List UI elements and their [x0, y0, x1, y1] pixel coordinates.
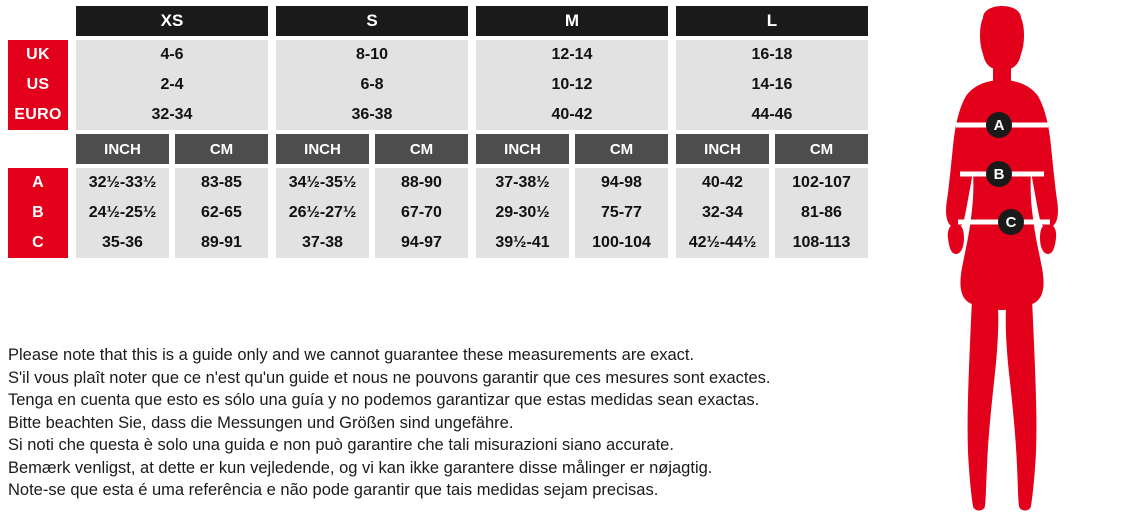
note-line: Please note that this is a guide only and we cannot guarantee these measurements are exact. [8, 346, 695, 364]
note-line: S'il vous plaît noter que ce n'est qu'un guide et nous ne pouvons garantir que ces mesures sont exactes. [8, 368, 771, 387]
value-cm: 102-107 [775, 168, 868, 198]
row-label-uk: UK [8, 40, 68, 70]
value-inch: 32-34 [676, 198, 769, 228]
unit-cm: CM [575, 134, 668, 164]
body-measurement-figure [868, 0, 1136, 516]
value-cm: 100-104 [575, 228, 668, 258]
value-inch: 42½-44½ [676, 228, 769, 258]
corner-cell-units [8, 134, 68, 164]
value-cm: 94-97 [375, 228, 468, 258]
figure-marker-b: B [986, 161, 1012, 187]
measure-b-xs [76, 198, 268, 228]
table-row [8, 70, 868, 100]
figure-marker-c: C [998, 209, 1024, 235]
value-inch: 35-36 [76, 228, 169, 258]
cell-us-s: 6-8 [276, 70, 468, 100]
note-line: Bitte beachten Sie, dass die Messungen und Größen sind ungefähre. [8, 413, 514, 432]
measure-c-xs [76, 228, 268, 258]
unit-cm: CM [175, 134, 268, 164]
value-inch: 37-38½ [476, 168, 569, 198]
value-cm: 108-113 [775, 228, 868, 258]
row-label-a: A [8, 168, 68, 198]
value-inch: 32½-33½ [76, 168, 169, 198]
table-row [8, 228, 868, 258]
unit-header-s [276, 134, 468, 164]
unit-inch: INCH [476, 134, 569, 164]
table-row [8, 168, 868, 198]
row-label-c: C [8, 228, 68, 258]
value-inch: 40-42 [676, 168, 769, 198]
value-inch: 26½-27½ [276, 198, 369, 228]
unit-inch: INCH [76, 134, 169, 164]
value-inch: 37-38 [276, 228, 369, 258]
table-row [8, 40, 868, 70]
measure-a-s [276, 168, 468, 198]
cell-uk-l: 16-18 [676, 40, 868, 70]
female-body-silhouette-icon [868, 0, 1136, 516]
row-label-b: B [8, 198, 68, 228]
value-cm: 81-86 [775, 198, 868, 228]
row-label-euro: EURO [8, 100, 68, 130]
measure-a-xs [76, 168, 268, 198]
unit-inch: INCH [676, 134, 769, 164]
unit-header-l [676, 134, 868, 164]
disclaimer-notes [8, 345, 888, 503]
value-cm: 83-85 [175, 168, 268, 198]
size-header-row [8, 6, 868, 36]
table-row [8, 100, 868, 130]
unit-header-m [476, 134, 668, 164]
measure-b-m [476, 198, 668, 228]
cell-euro-s: 36-38 [276, 100, 468, 130]
value-cm: 89-91 [175, 228, 268, 258]
unit-inch: INCH [276, 134, 369, 164]
value-inch: 24½-25½ [76, 198, 169, 228]
table-row [8, 198, 868, 228]
value-inch: 39½-41 [476, 228, 569, 258]
cell-euro-xs: 32-34 [76, 100, 268, 130]
measure-b-l [676, 198, 868, 228]
unit-header-row [8, 134, 868, 164]
note-line: Note-se que esta é uma referência e não pode garantir que tais medidas sejam precisas. [8, 481, 659, 499]
measure-c-l [676, 228, 868, 258]
unit-cm: CM [775, 134, 868, 164]
cell-us-m: 10-12 [476, 70, 668, 100]
size-header-m: M [476, 6, 668, 36]
cell-euro-l: 44-46 [676, 100, 868, 130]
measure-a-m [476, 168, 668, 198]
note-line: Bemærk venligst, at dette er kun vejledende, og vi kan ikke garantere disse målinger er nøjagtig. [8, 458, 713, 477]
figure-marker-a: A [986, 112, 1012, 138]
note-line: Tenga en cuenta que esto es sólo una guía y no podemos garantizar que estas medidas sean exactas. [8, 391, 760, 409]
value-cm: 94-98 [575, 168, 668, 198]
cell-us-l: 14-16 [676, 70, 868, 100]
size-header-l: L [676, 6, 868, 36]
value-cm: 67-70 [375, 198, 468, 228]
value-inch: 29-30½ [476, 198, 569, 228]
size-header-xs: XS [76, 6, 268, 36]
unit-header-xs [76, 134, 268, 164]
measure-c-m [476, 228, 668, 258]
measure-b-s [276, 198, 468, 228]
value-cm: 88-90 [375, 168, 468, 198]
unit-cm: CM [375, 134, 468, 164]
cell-euro-m: 40-42 [476, 100, 668, 130]
size-header-s: S [276, 6, 468, 36]
cell-uk-m: 12-14 [476, 40, 668, 70]
value-cm: 62-65 [175, 198, 268, 228]
measure-a-l [676, 168, 868, 198]
note-line: Si noti che questa è solo una guida e non può garantire che tali misurazioni siano accurate. [8, 436, 674, 454]
value-cm: 75-77 [575, 198, 668, 228]
cell-uk-s: 8-10 [276, 40, 468, 70]
value-inch: 34½-35½ [276, 168, 369, 198]
measure-c-s [276, 228, 468, 258]
row-label-us: US [8, 70, 68, 100]
corner-cell [8, 6, 68, 36]
cell-uk-xs: 4-6 [76, 40, 268, 70]
size-chart-table [8, 6, 868, 258]
cell-us-xs: 2-4 [76, 70, 268, 100]
